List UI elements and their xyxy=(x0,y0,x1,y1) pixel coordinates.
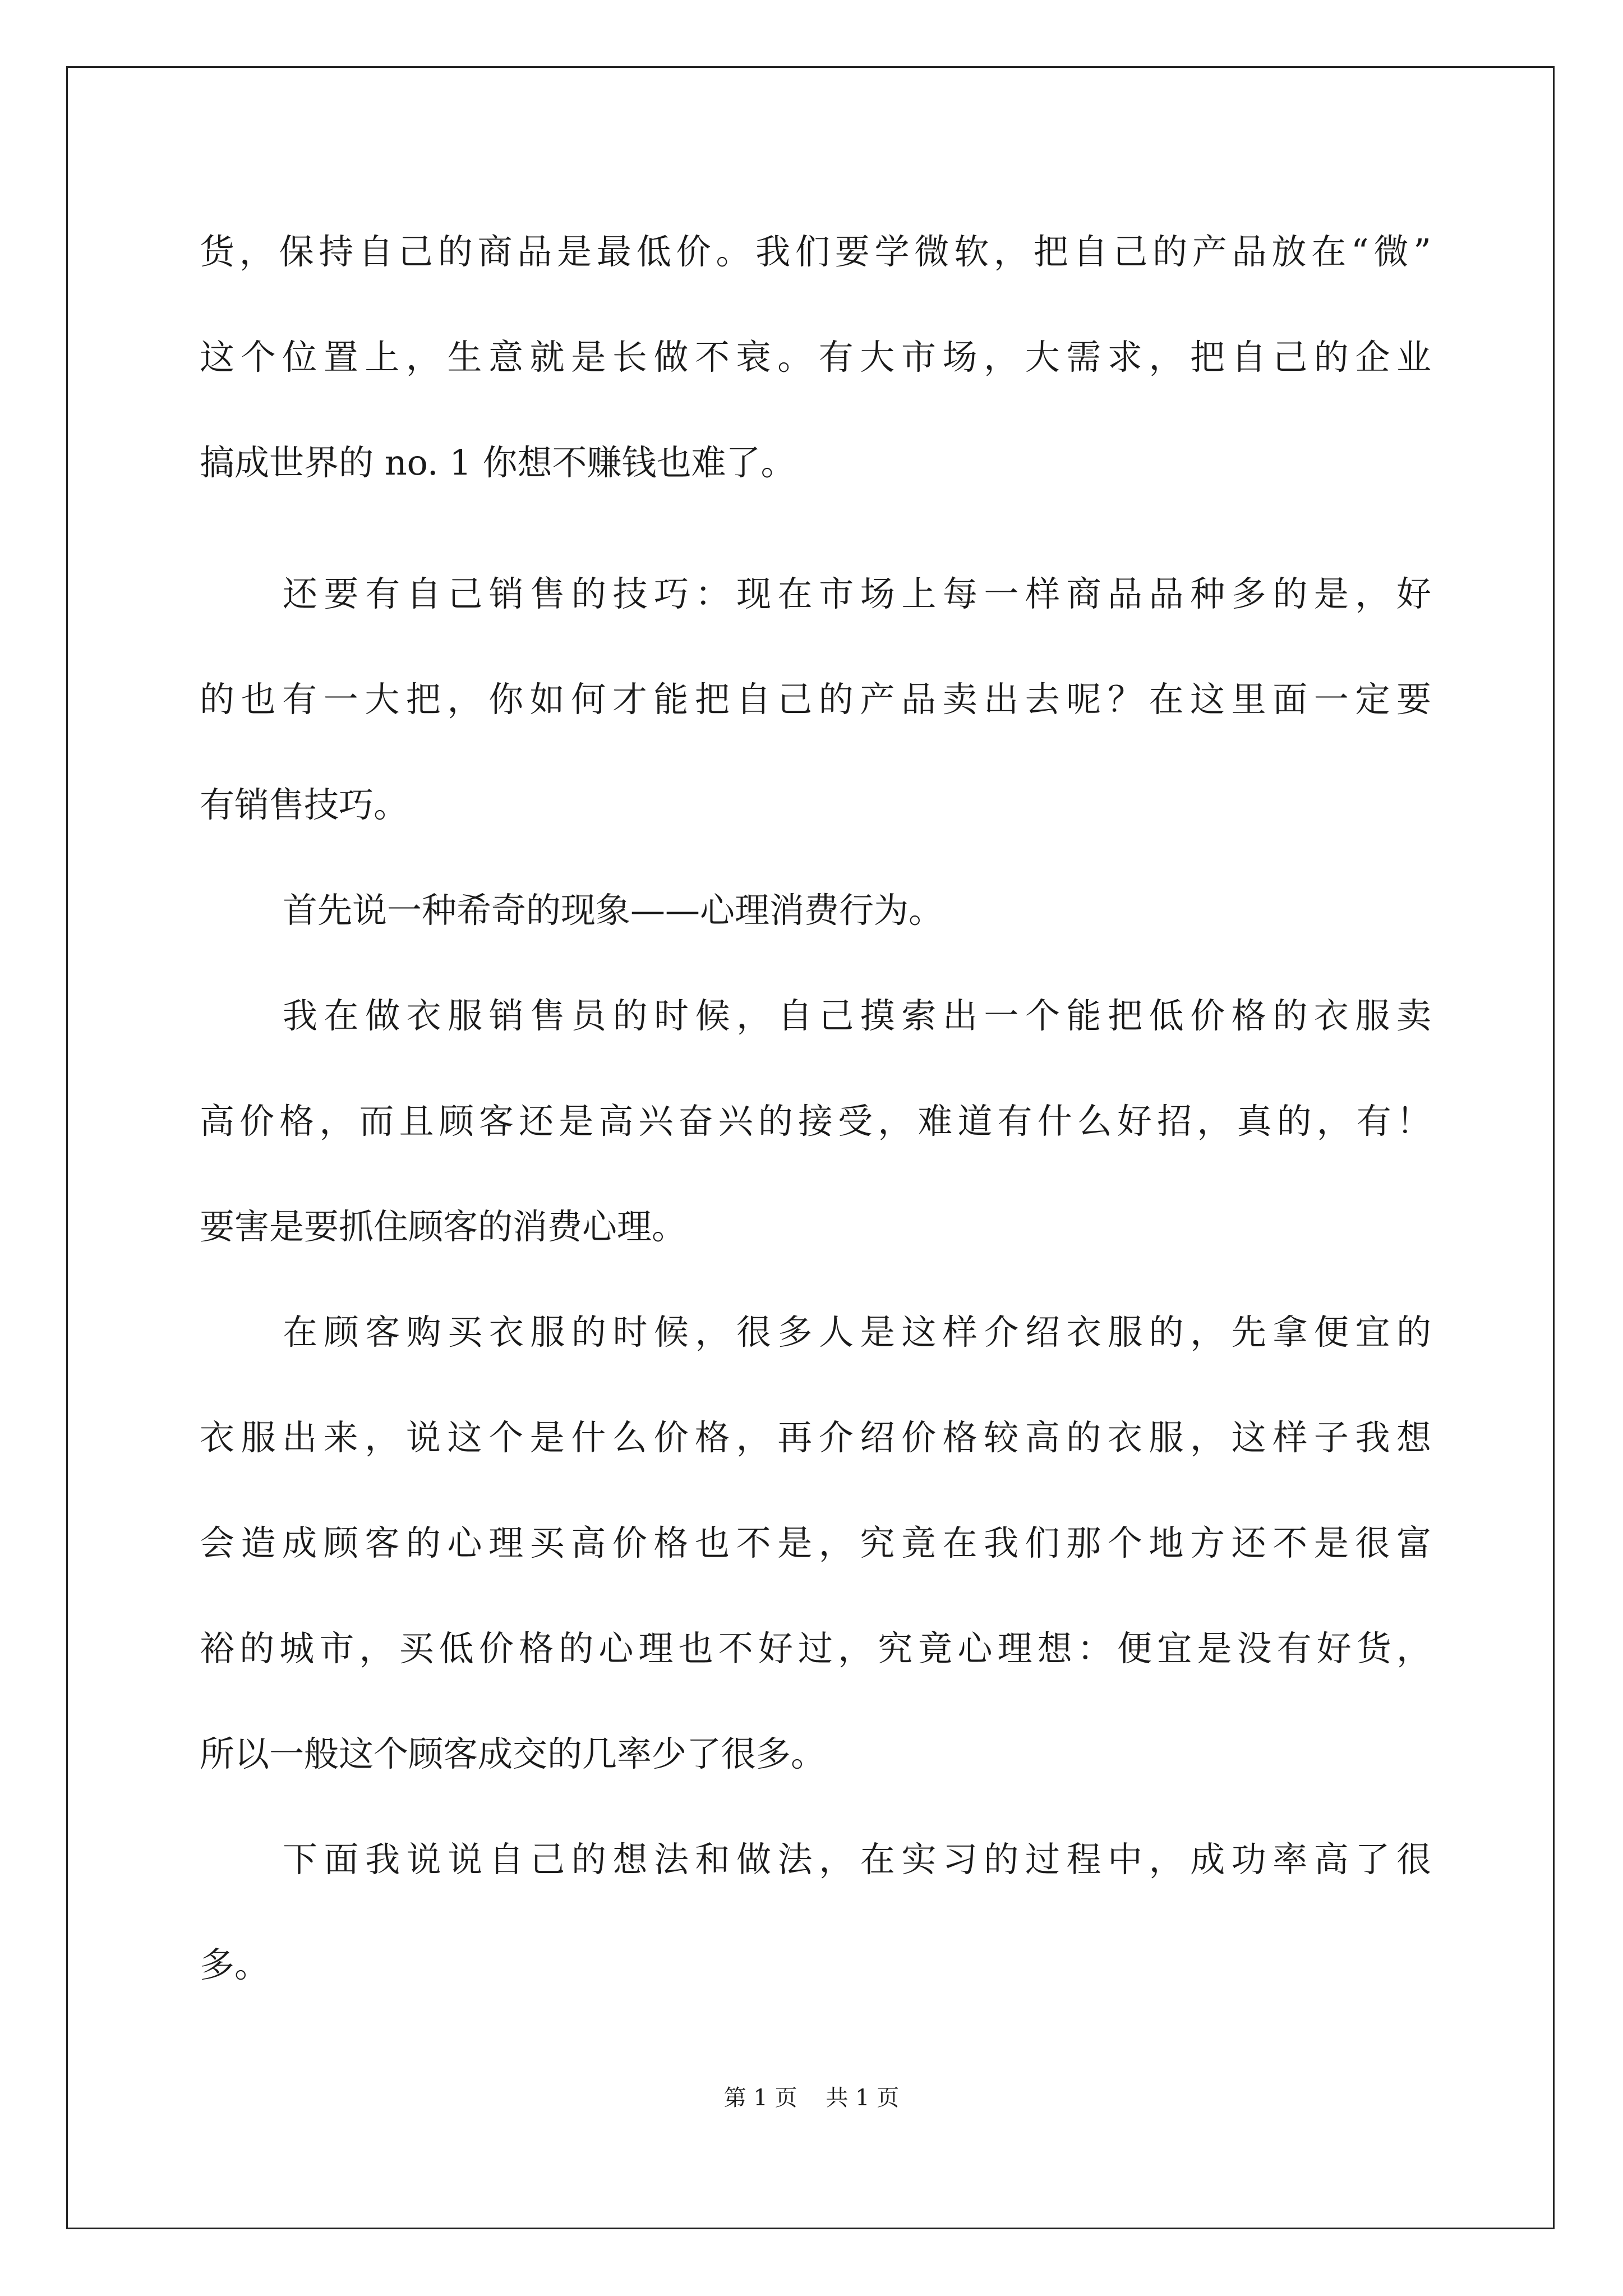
text-line: 所以一般这个顾客成交的几率少了很多。 xyxy=(200,1733,826,1774)
text-line: 在顾客购买衣服的时候，很多人是这样介绍衣服的，先拿便宜的 xyxy=(283,1312,1431,1352)
text-line: 裕的城市，买低价格的心理也不好过，究竟心理想：便宜是没有好货， xyxy=(200,1628,1431,1669)
text-line: 我在做衣服销售员的时候，自己摸索出一个能把低价格的衣服卖 xyxy=(283,995,1431,1036)
text-line: 高价格，而且顾客还是高兴奋兴的接受，难道有什么好招，真的，有！ xyxy=(200,1101,1431,1142)
text-line: 货，保持自己的商品是最低价。我们要学微软，把自己的产品放在“微” xyxy=(200,231,1431,272)
text-line: 的也有一大把，你如何才能把自己的产品卖出去呢？在这里面一定要 xyxy=(200,679,1431,720)
text-line: 有销售技巧。 xyxy=(200,784,409,825)
document-body xyxy=(200,199,1431,2018)
paragraph-gap xyxy=(200,516,1431,541)
text-line: 这个位置上，生意就是长做不衰。有大市场，大需求，把自己的企业 xyxy=(200,337,1431,378)
page-number-footer: 第 1 页 共 1 页 xyxy=(723,2085,900,2111)
text-line: 要害是要抓住顾客的消费心理。 xyxy=(200,1206,687,1247)
text-line: 多。 xyxy=(200,1944,270,1985)
text-line: 下面我说说自己的想法和做法，在实习的过程中，成功率高了很 xyxy=(283,1839,1431,1880)
text-line: 搞成世界的 no. 1 你想不赚钱也难了。 xyxy=(200,442,796,483)
text-line: 还要有自己销售的技巧：现在市场上每一样商品品种多的是，好 xyxy=(283,573,1431,614)
text-line: 首先说一种希奇的现象——心理消费行为。 xyxy=(283,890,944,931)
text-line: 衣服出来，说这个是什么价格，再介绍价格较高的衣服，这样子我想 xyxy=(200,1417,1431,1458)
text-line: 会造成顾客的心理买高价格也不是，究竟在我们那个地方还不是很富 xyxy=(200,1522,1431,1563)
